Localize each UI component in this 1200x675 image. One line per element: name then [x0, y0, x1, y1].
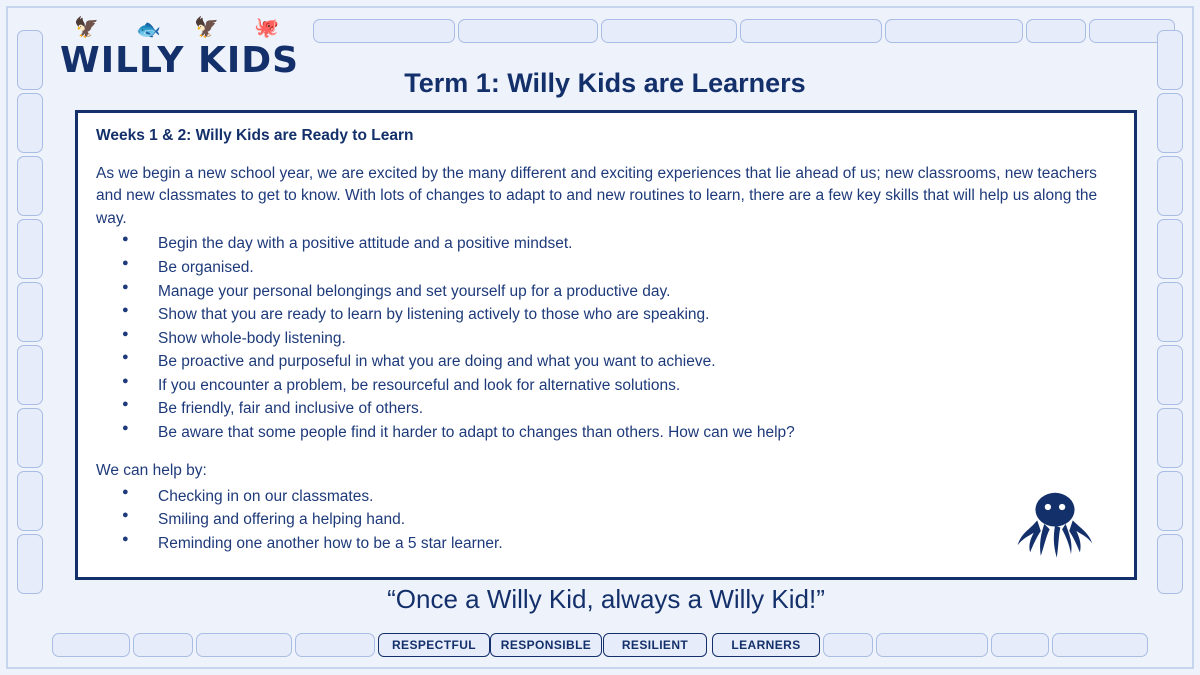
- decorative-tab-left: [17, 471, 43, 531]
- decorative-tab-right: [1157, 156, 1183, 216]
- help-list-item: ● Reminding one another how to be a 5 star learner.: [96, 532, 1116, 556]
- help-lead: We can help by:: [96, 462, 207, 480]
- decorative-tab-left: [17, 156, 43, 216]
- value-tab-responsible[interactable]: RESPONSIBLE: [490, 633, 602, 657]
- decorative-tab-top: [313, 19, 455, 43]
- decorative-tab-bottom: [876, 633, 988, 657]
- skills-list: [96, 232, 1116, 444]
- help-list: [96, 485, 1116, 556]
- decorative-tab-bottom: [133, 633, 193, 657]
- octopus-icon: [1010, 483, 1100, 563]
- decorative-tab-right: [1157, 30, 1183, 90]
- decorative-tab-top: [1026, 19, 1086, 43]
- school-motto: “Once a Willy Kid, always a Willy Kid!”: [387, 584, 825, 614]
- value-tab-resilient[interactable]: RESILIENT: [603, 633, 707, 657]
- help-list-item: ● Checking in on our classmates.: [96, 485, 1116, 509]
- decorative-tab-left: [17, 408, 43, 468]
- skill-list-item: ● Manage your personal belongings and set yourself up for a productive day.: [96, 280, 1116, 304]
- decorative-tab-bottom: [823, 633, 873, 657]
- decorative-tab-right: [1157, 408, 1183, 468]
- skill-list-item: ● Be organised.: [96, 256, 1116, 280]
- logo-text: WILLY KIDS: [60, 40, 300, 81]
- card-heading: Weeks 1 & 2: Willy Kids are Ready to Learn: [96, 127, 414, 144]
- decorative-tab-right: [1157, 282, 1183, 342]
- skill-list-item: ● Show whole-body listening.: [96, 327, 1116, 351]
- decorative-tab-top: [601, 19, 737, 43]
- decorative-tab-bottom: [295, 633, 375, 657]
- decorative-tab-right: [1157, 345, 1183, 405]
- decorative-tab-left: [17, 219, 43, 279]
- skill-list-item: ● If you encounter a problem, be resourceful and look for alternative solutions.: [96, 374, 1116, 398]
- bird-icon: 🦅: [194, 17, 219, 39]
- skill-list-item: ● Be proactive and purposeful in what you are doing and what you want to achieve.: [96, 350, 1116, 374]
- decorative-tab-right: [1157, 93, 1183, 153]
- decorative-tab-left: [17, 282, 43, 342]
- help-list-item: ● Smiling and offering a helping hand.: [96, 508, 1116, 532]
- skill-list-item: ● Begin the day with a positive attitude and a positive mindset.: [96, 232, 1116, 256]
- intro-paragraph: As we begin a new school year, we are excited by the many different and exciting experiences that lie ahead of us; new classrooms, new teachers and new classmates to get to know. With lots of changes to adapt to and new routines to learn, there are a few key skills that will help us along the way.: [96, 165, 1098, 227]
- value-tab-learners[interactable]: LEARNERS: [712, 633, 820, 657]
- decorative-tab-right: [1157, 534, 1183, 594]
- decorative-tab-right: [1157, 219, 1183, 279]
- value-tab-respectful[interactable]: RESPECTFUL: [378, 633, 490, 657]
- decorative-tab-left: [17, 534, 43, 594]
- skill-list-item: ● Be friendly, fair and inclusive of others.: [96, 397, 1116, 421]
- bird-icon: 🦅: [74, 17, 99, 39]
- decorative-tab-top: [458, 19, 598, 43]
- decorative-tab-top: [740, 19, 882, 43]
- skill-list-item: ● Show that you are ready to learn by listening actively to those who are speaking.: [96, 303, 1116, 327]
- decorative-tab-bottom: [52, 633, 130, 657]
- octopus-icon: 🐙: [254, 17, 279, 39]
- content-card: [75, 110, 1137, 580]
- decorative-tab-left: [17, 30, 43, 90]
- decorative-tab-right: [1157, 471, 1183, 531]
- decorative-tab-bottom: [196, 633, 292, 657]
- fish-icon: 🐟: [136, 19, 161, 41]
- decorative-tab-bottom: [991, 633, 1049, 657]
- decorative-tab-top: [885, 19, 1023, 43]
- skill-list-item: ● Be aware that some people find it harder to adapt to changes than others. How can we help?: [96, 421, 1116, 445]
- decorative-tab-left: [17, 345, 43, 405]
- decorative-tab-bottom: [1052, 633, 1148, 657]
- page-title: Term 1: Willy Kids are Learners: [404, 68, 806, 98]
- decorative-tab-left: [17, 93, 43, 153]
